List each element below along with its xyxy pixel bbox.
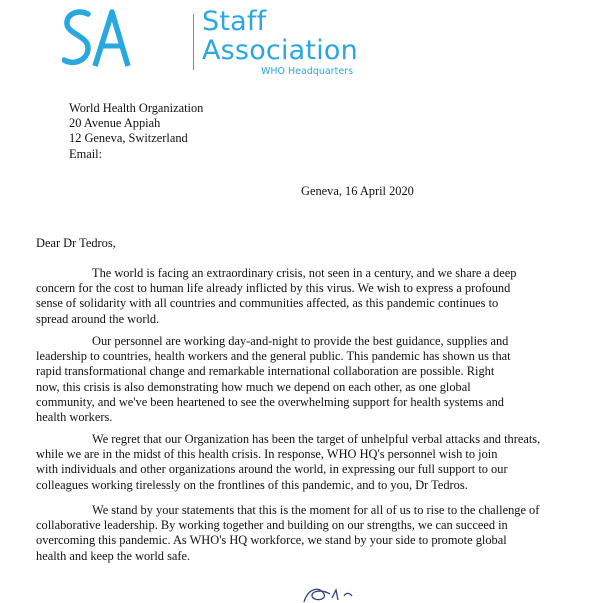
paragraph-line: health workers. <box>36 410 113 425</box>
paragraph-3 <box>36 432 540 493</box>
logo-brand-line1: Staff <box>202 6 267 37</box>
paragraph-line: concern for the cost to human life already inflicted by this virus. We wish to express a profound <box>36 281 511 296</box>
paragraph-line: with individuals and other organizations around the world, in expressing our full support to our <box>36 462 508 477</box>
paragraph-2 <box>36 334 511 425</box>
paragraph-line: now, this crisis is also demonstrating how much we depend on each other, as one global <box>36 379 471 394</box>
address-line: Email: <box>69 146 103 161</box>
recipient-address <box>69 101 203 162</box>
signature-icon <box>300 584 360 603</box>
sa-monogram-icon <box>62 6 132 70</box>
paragraph-line: community, and we've been heartened to see the overwhelming support for health systems and <box>36 394 505 409</box>
paragraph-line: health and keep the world safe. <box>36 548 191 563</box>
paragraph-4 <box>36 503 539 564</box>
staff-association-logo <box>62 6 358 77</box>
paragraph-line: spread around the world. <box>36 311 160 326</box>
paragraph-line: collaborative leadership. By working together and building on our strengths, we can succeed in <box>36 518 508 533</box>
paragraph-line: rapid transformational change and remarkable international collaboration are possible. Right <box>36 364 495 379</box>
paragraph-line: We stand by your statements that this is the moment for all of us to rise to the challenge of <box>92 503 540 517</box>
paragraph-line: sense of solidarity with all countries and communities affected, as this pandemic continues to <box>36 296 499 311</box>
logo-divider <box>193 14 194 70</box>
address-line: 12 Geneva, Switzerland <box>69 131 188 146</box>
paragraph-1 <box>36 266 516 327</box>
salutation: Dear Dr Tedros, <box>36 236 116 250</box>
logo-subtitle: WHO Headquarters <box>261 66 354 77</box>
letter-date: Geneva, 16 April 2020 <box>301 184 414 198</box>
paragraph-line: The world is facing an extraordinary crisis, not seen in a century, and we share a deep <box>92 266 517 280</box>
paragraph-line: overcoming this pandemic. As WHO's HQ workforce, we stand by your side to promote global <box>36 533 507 548</box>
paragraph-line: leadership to countries, health workers and the general public. This pandemic has shown us that <box>36 349 511 364</box>
logo-brand-line2: Association <box>202 35 358 66</box>
paragraph-line: colleagues working tirelessly on the frontlines of this pandemic, and to you, Dr Tedros. <box>36 477 468 492</box>
paragraph-line: while we are in the midst of this health crisis. In response, WHO HQ's personnel wish to join <box>36 447 498 462</box>
paragraph-line: We regret that our Organization has been the target of unhelpful verbal attacks and threats, <box>92 432 541 446</box>
address-line: World Health Organization <box>69 101 204 115</box>
paragraph-line: Our personnel are working day-and-night to provide the best guidance, supplies and <box>92 334 509 348</box>
address-line: 20 Avenue Appiah <box>69 116 161 131</box>
